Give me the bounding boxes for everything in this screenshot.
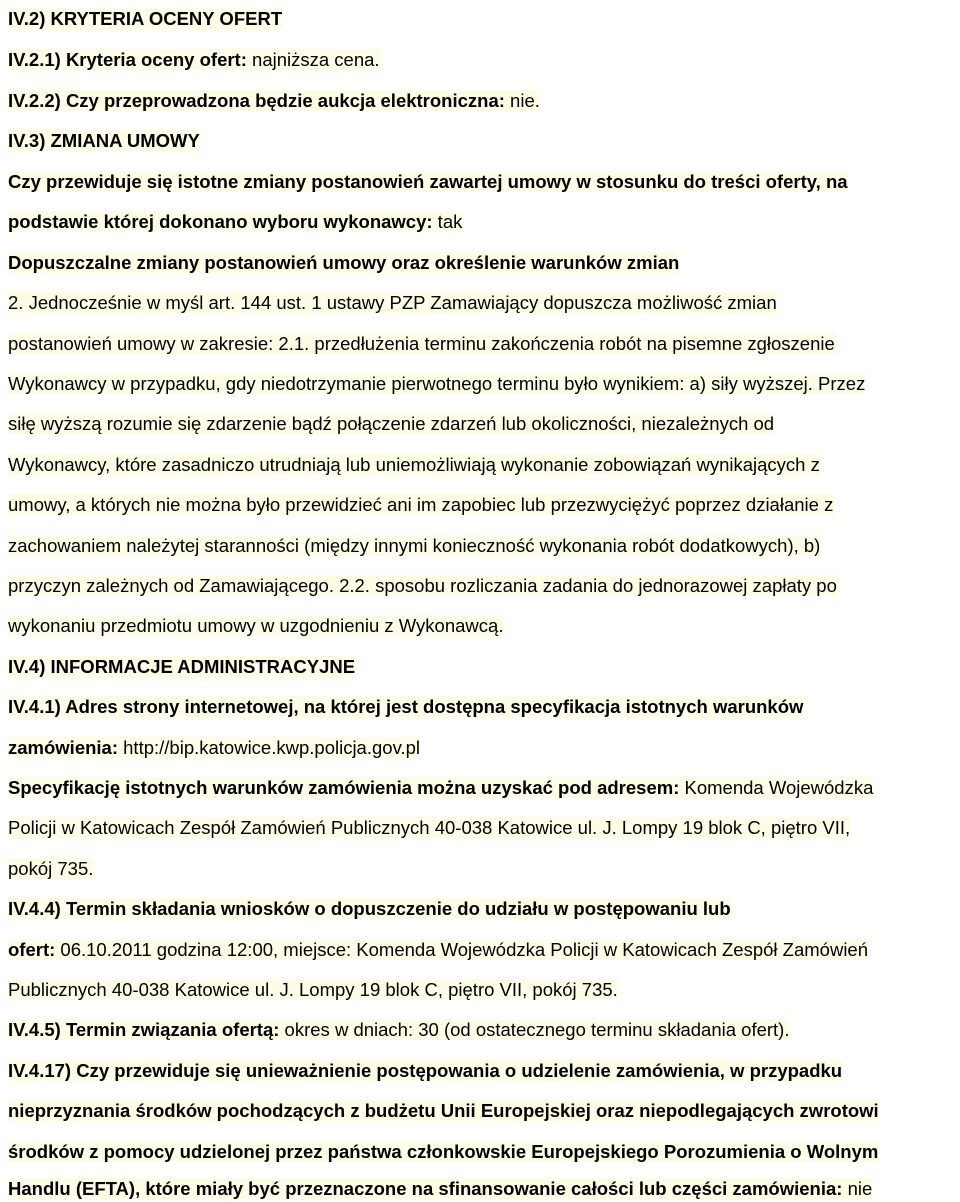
doc-line: Wykonawcy w przypadku, gdy niedotrzymanie pierwotnego terminu było wynikiem: a) siły wyższej. Przez xyxy=(8,373,866,394)
doc-line: Policji w Katowicach Zespół Zamówień Publicznych 40-038 Katowice ul. J. Lompy 19 blok C, piętro VII, xyxy=(8,817,851,838)
doc-line: IV.4.1) Adres strony internetowej, na której jest dostępna specyfikacja istotnych warunków xyxy=(8,696,804,717)
doc-line: 2. Jednocześnie w myśl art. 144 ust. 1 ustawy PZP Zamawiający dopuszcza możliwość zmian xyxy=(8,292,777,313)
section-heading: IV.4) INFORMACJE ADMINISTRACYJNE xyxy=(8,656,356,677)
doc-line: Specyfikację istotnych warunków zamówienia można uzyskać pod adresem: Komenda Wojewódzka xyxy=(8,777,874,798)
doc-line: IV.4.4) Termin składania wniosków o dopuszczenie do udziału w postępowaniu lub xyxy=(8,898,731,919)
doc-line: Dopuszczalne zmiany postanowień umowy oraz określenie warunków zmian xyxy=(8,252,680,273)
doc-line: IV.2.1) Kryteria oceny ofert: najniższa cena. xyxy=(8,49,380,70)
doc-line: umowy, a których nie można było przewidzieć ani im zapobiec lub przezwyciężyć poprzez działanie z xyxy=(8,494,834,515)
doc-line: zamówienia: http://bip.katowice.kwp.policja.gov.pl xyxy=(8,737,420,758)
doc-line: Handlu (EFTA), które miały być przeznaczone na sfinansowanie całości lub części zamówienia: nie xyxy=(8,1178,873,1199)
doc-line: Publicznych 40-038 Katowice ul. J. Lompy 19 blok C, piętro VII, pokój 735. xyxy=(8,979,618,1000)
doc-line: siłę wyższą rozumie się zdarzenie bądź połączenie zdarzeń lub okoliczności, niezależnych od xyxy=(8,413,775,434)
doc-line: zachowaniem należytej staranności (między innymi konieczność wykonania robót dodatkowych), b) xyxy=(8,535,821,556)
doc-line: podstawie której dokonano wyboru wykonawcy: tak xyxy=(8,211,463,232)
section-heading: IV.3) ZMIANA UMOWY xyxy=(8,130,200,151)
doc-line: Czy przewiduje się istotne zmiany postanowień zawartej umowy w stosunku do treści oferty, na xyxy=(8,171,848,192)
doc-line: przyczyn zależnych od Zamawiającego. 2.2. sposobu rozliczania zadania do jednorazowej zapłaty po xyxy=(8,575,837,596)
doc-line: IV.4.5) Termin związania ofertą: okres w dniach: 30 (od ostatecznego terminu składania ofert). xyxy=(8,1019,790,1040)
doc-line: ofert: 06.10.2011 godzina 12:00, miejsce: Komenda Wojewódzka Policji w Katowicach Zespół Zamówień xyxy=(8,939,869,960)
doc-line: wykonaniu przedmiotu umowy w uzgodnieniu z Wykonawcą. xyxy=(8,615,504,636)
doc-line: IV.4.17) Czy przewiduje się unieważnienie postępowania o udzielenie zamówienia, w przypadku xyxy=(8,1060,843,1081)
section-heading: IV.2) KRYTERIA OCENY OFERT xyxy=(8,8,283,29)
doc-line: IV.2.2) Czy przeprowadzona będzie aukcja elektroniczna: nie. xyxy=(8,90,540,111)
doc-line: postanowień umowy w zakresie: 2.1. przedłużenia terminu zakończenia robót na pisemne zgłoszenie xyxy=(8,333,835,354)
doc-line: Wykonawcy, które zasadniczo utrudniają lub uniemożliwiają wykonanie zobowiązań wynikających z xyxy=(8,454,820,475)
doc-line: pokój 735. xyxy=(8,858,94,879)
doc-line: środków z pomocy udzielonej przez państwa członkowskie Europejskiego Porozumienia o Wolnym xyxy=(8,1141,879,1162)
doc-line: nieprzyznania środków pochodzących z budżetu Unii Europejskiej oraz niepodlegających zwrotowi xyxy=(8,1100,879,1121)
